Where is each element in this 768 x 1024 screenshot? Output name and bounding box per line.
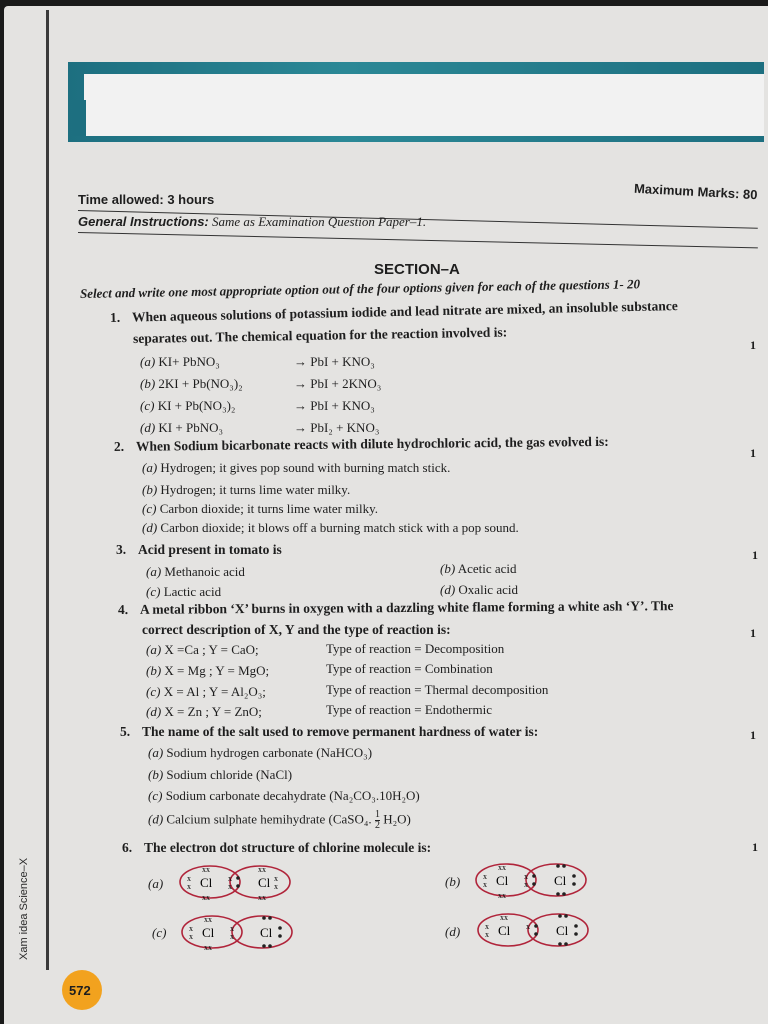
q6-option-b-diagram	[474, 862, 594, 907]
q4-option-d-type: Type of reaction = Endothermic	[326, 702, 492, 717]
q6-option-b-label: (b)	[445, 874, 461, 889]
question-6: 6. The electron dot structure of chlorine molecule is:	[122, 840, 432, 855]
page-sheet	[4, 6, 768, 1024]
electron-cross: xx	[202, 893, 210, 902]
q1-option-a: (a) KI+ PbNO₃	[140, 354, 220, 369]
question-1: 1. When aqueous solutions of potassium iodide and lead nitrate are mixed, an insoluble substance	[109, 298, 678, 325]
q2-option-a: (a) Hydrogen; it gives pop sound with burning match stick.	[142, 460, 451, 475]
question-3-mark: 1	[752, 548, 758, 562]
q4-option-c: (c) X = Al ; Y = Al₂O₃;	[146, 684, 266, 699]
svg-text:x: x	[189, 932, 193, 941]
question-6-mark: 1	[752, 840, 758, 854]
question-3: 3. Acid present in tomato is	[116, 542, 282, 557]
svg-text:x: x	[524, 880, 528, 889]
time-allowed: Time allowed: 3 hours	[78, 192, 215, 207]
q6-option-c-label: (c)	[152, 925, 167, 940]
q4-option-a-type: Type of reaction = Decomposition	[326, 641, 505, 656]
q2-option-c: (c) Carbon dioxide; it turns lime water milky.	[142, 501, 379, 516]
svg-text:xx: xx	[498, 891, 506, 900]
electron-cross: xx	[202, 865, 210, 874]
question-2: 2. When Sodium bicarbonate reacts with dilute hydrochloric acid, the gas evolved is:	[113, 433, 609, 454]
q6-option-c-diagram	[180, 914, 300, 959]
svg-text:x: x	[483, 880, 487, 889]
question-2-mark: 1	[750, 446, 756, 460]
svg-text:x: x	[483, 872, 487, 881]
q5-option-c: (c) Sodium carbonate decahydrate (Na₂CO₃.10H₂O)	[148, 788, 420, 803]
svg-text:x: x	[524, 872, 528, 881]
svg-text:xx: xx	[204, 915, 212, 924]
q5-option-a: (a) Sodium hydrogen carbonate (NaHCO₃)	[148, 745, 373, 760]
q2-option-d: (d) Carbon dioxide; it blows off a burning match stick with a pop sound.	[142, 520, 519, 535]
q1-option-a-product: → PbI + KNO₃	[294, 354, 375, 369]
instructions-text: Same as Examination Question Paper–1.	[212, 214, 427, 229]
atom-symbol-right: Cl	[258, 875, 271, 890]
electron-cross: x	[228, 882, 232, 891]
q1-option-b-product: → PbI + 2KNO₃	[294, 376, 382, 391]
svg-text:x: x	[526, 922, 530, 931]
svg-text:Cl: Cl	[202, 925, 215, 940]
q6-option-d-label: (d)	[445, 924, 461, 939]
binding-line	[46, 10, 49, 970]
svg-text:x: x	[230, 932, 234, 941]
cl2-structure-a	[178, 864, 298, 904]
q6-option-a-label: (a)	[148, 876, 164, 891]
electron-dot	[236, 884, 240, 888]
instructions-label: General Instructions:	[78, 214, 209, 229]
svg-text:xx: xx	[500, 913, 508, 922]
q4-option-d: (d) X = Zn ; Y = ZnO;	[146, 704, 262, 719]
maximum-marks: Maximum Marks: 80	[634, 180, 759, 203]
electron-cross: x	[187, 874, 191, 883]
q3-option-c: (c) Lactic acid	[146, 584, 222, 599]
svg-text:x: x	[485, 922, 489, 931]
svg-text:Cl: Cl	[554, 873, 567, 888]
q5-option-b: (b) Sodium chloride (NaCl)	[148, 767, 293, 782]
svg-text:Cl: Cl	[496, 873, 509, 888]
svg-text:xx: xx	[204, 943, 212, 952]
q4-option-b: (b) X = Mg ; Y = MgO;	[146, 663, 270, 678]
q3-option-d: (d) Oxalic acid	[440, 582, 518, 597]
header-banner-accent	[72, 100, 86, 136]
svg-text:Cl: Cl	[556, 923, 569, 938]
q1-option-b: (b) 2KI + Pb(NO₃)₂	[140, 376, 243, 391]
side-label: Xam idea Science–X	[18, 857, 30, 960]
q4-option-c-type: Type of reaction = Thermal decomposition	[326, 682, 549, 697]
q1-option-d-product: → PbI₂ + KNO₃	[294, 420, 380, 435]
cl2-structure-b	[474, 862, 594, 902]
electron-cross: x	[274, 882, 278, 891]
svg-text:Cl: Cl	[260, 925, 273, 940]
question-1-line2: separates out. The chemical equation for the reaction involved is:	[132, 324, 508, 346]
electron-cross: x	[228, 874, 232, 883]
q3-option-a: (a) Methanoic acid	[146, 564, 245, 579]
q1-option-c: (c) KI + Pb(NO₃)₂	[140, 398, 236, 413]
q2-option-b: (b) Hydrogen; it turns lime water milky.	[142, 482, 351, 497]
question-4-line2: correct description of X, Y and the type of reaction is:	[142, 622, 451, 637]
svg-text:xx: xx	[498, 863, 506, 872]
q6-option-d-diagram	[476, 912, 596, 957]
q5-option-d: (d) Calcium sulphate hemihydrate (CaSO₄. $\frac{1}{2}$ H₂O)	[148, 809, 411, 831]
question-5: 5. The name of the salt used to remove permanent hardness of water is:	[120, 724, 539, 739]
q1-option-c-product: → PbI + KNO₃	[294, 398, 375, 413]
electron-cross: xx	[258, 865, 266, 874]
q6-option-a-diagram	[178, 864, 298, 909]
electron-cross: x	[187, 882, 191, 891]
svg-text:x: x	[189, 924, 193, 933]
question-4-mark: 1	[750, 626, 756, 640]
svg-text:Cl: Cl	[498, 923, 511, 938]
header-banner-inner	[84, 74, 764, 136]
svg-text:x: x	[230, 924, 234, 933]
q4-option-a: (a) X =Ca ; Y = CaO;	[146, 642, 259, 657]
cl2-structure-c	[180, 914, 300, 954]
section-title: SECTION–A	[374, 261, 460, 278]
q1-option-d: (d) KI + PbNO₃	[140, 420, 224, 435]
electron-cross: xx	[258, 893, 266, 902]
question-4: 4. A metal ribbon ‘X’ burns in oxygen with a dazzling white flame forming a white ash ‘Y’. The	[117, 598, 674, 617]
page-number-badge: 572	[62, 970, 102, 1010]
select-instruction: Select and write one most appropriate option out of the four options given for each of the questions 1- 20	[79, 276, 641, 301]
question-1-mark: 1	[750, 338, 756, 352]
q3-option-b: (b) Acetic acid	[440, 561, 517, 576]
q4-option-b-type: Type of reaction = Combination	[326, 661, 493, 676]
fraction: $\frac{1}{2}$	[374, 809, 380, 831]
question-5-mark: 1	[750, 728, 756, 742]
electron-cross: x	[274, 874, 278, 883]
electron-dot	[236, 876, 240, 880]
cl2-structure-d	[476, 912, 596, 952]
general-instructions	[78, 214, 426, 230]
atom-symbol-left: Cl	[200, 875, 213, 890]
svg-text:x: x	[485, 930, 489, 939]
